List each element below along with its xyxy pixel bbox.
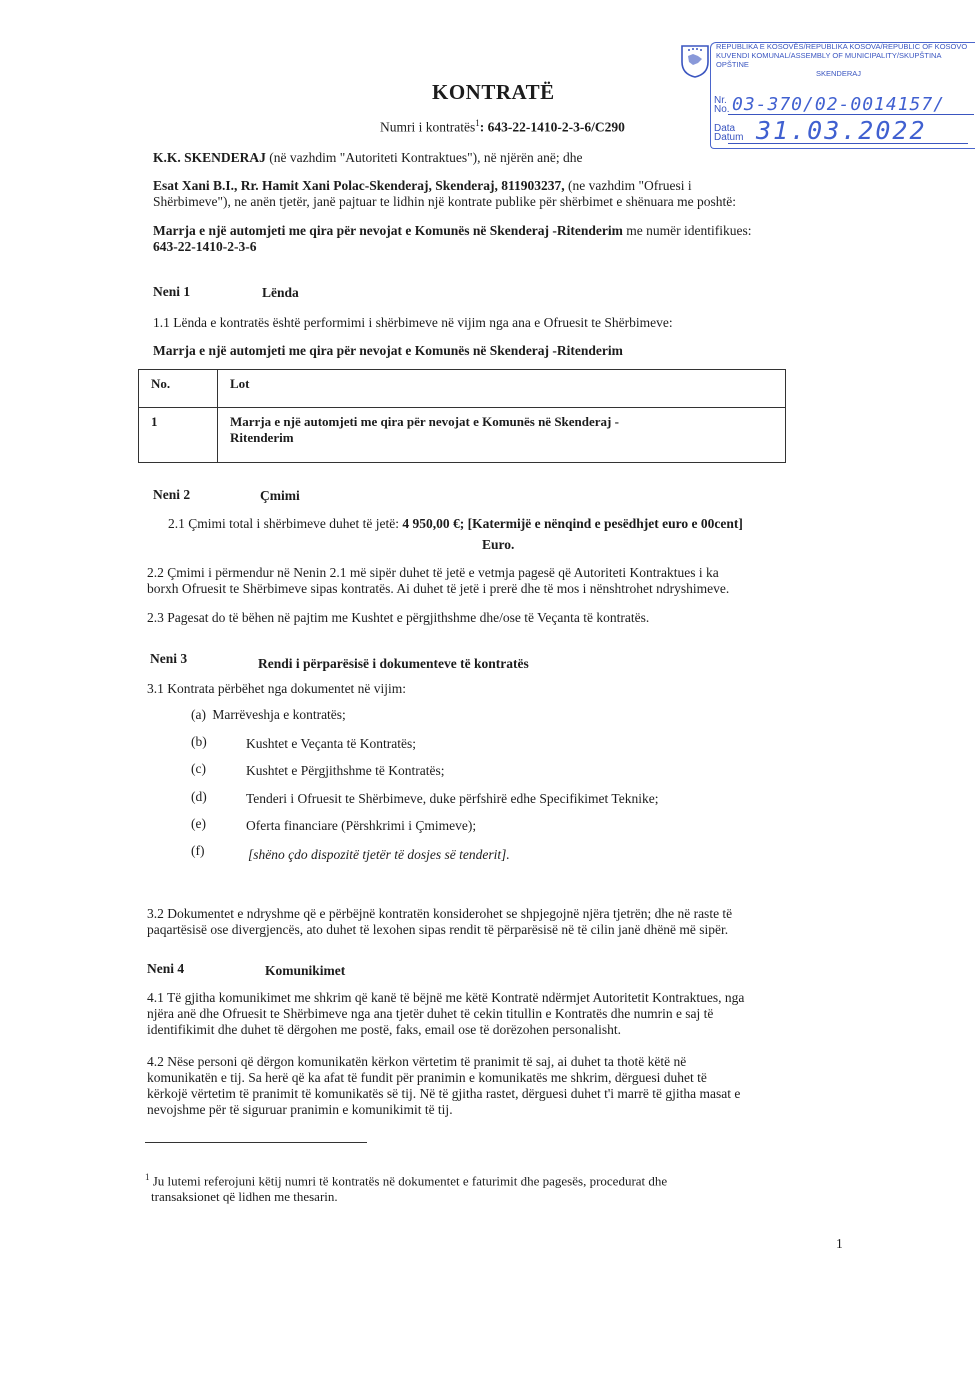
list-item (191, 843, 205, 859)
list-text: Kushtet e Veçanta të Kontratës; (246, 736, 416, 751)
text-line: nevojshme për të siguruar pranimin e komunikimit të tij. (147, 1102, 453, 1117)
footnote (145, 1172, 845, 1205)
stamp-nr-value: 03-370/02-0014157/ (732, 94, 946, 115)
table-header-row (139, 370, 786, 408)
party-authority (153, 150, 582, 166)
stamp-header-line: SKENDERAJ (816, 69, 862, 78)
text-line: 4.2 Nëse personi që dërgon komunikatën kërkon vërtetim të pranimit të saj, ai duhet ta thotë këtë në (147, 1054, 687, 1069)
list-text: Tenderi i Ofruesit te Shërbimeve, duke përfshirë edhe Specifikimet Teknike; (246, 791, 659, 806)
contract-subject-label: me numër identifikues: (622, 223, 752, 238)
list-mark: (d) (191, 789, 207, 804)
contract-subject-title: Marrja e një automjeti me qira për nevojat e Komunës në Skenderaj -Ritenderim (153, 223, 623, 238)
article-2-heading: Neni 2 (153, 487, 191, 502)
price-currency: Euro. (482, 537, 515, 552)
list-text: Kushtet e Përgjithshme të Kontratës; (246, 763, 445, 778)
stamp-header-line: KUVENDI KOMUNAL/ASSEMBLY OF MUNICIPALITY/SKUPŠTINA OPŠTINE (716, 51, 942, 69)
article-3-paragraph-2 (147, 906, 847, 938)
text-line: 2.2 Çmimi i përmendur në Nenin 2.1 më sipër duhet të jetë e vetmja pagesë që Autoriteti Kontraktues i ka (147, 565, 719, 580)
article-1-paragraph: 1.1 Lënda e kontratës është performimi i shërbimeve në vijim nga ana e Ofruesit te Shërbimeve: (153, 315, 673, 330)
list-item (191, 761, 206, 777)
list-mark: (c) (191, 761, 206, 776)
footnote-text-2: transaksionet që lidhen me thesarin. (151, 1189, 338, 1205)
stamp-header (716, 42, 976, 78)
table-cell-no: 1 (139, 408, 218, 463)
article-3-title: Rendi i përparësisë i dokumenteve të kontratës (258, 656, 529, 671)
price-value: 4 950,00 €; [Katermijë e nënqind e pesëdhjet euro e 00cent] (402, 516, 743, 531)
stamp-underline (728, 143, 968, 144)
article-1-heading: Neni 1 (153, 284, 191, 299)
party-provider-desc: (ne vazhdim "Ofruesi i (564, 178, 692, 193)
list-mark: (f) (191, 843, 205, 858)
list-text: [shëno çdo dispozitë tjetër të dosjes së tenderit]. (248, 847, 510, 862)
list-item (191, 816, 206, 832)
table-header-no: No. (139, 370, 218, 408)
contract-number-label: Numri i kontratës (380, 119, 476, 135)
party-authority-name: K.K. SKENDERAJ (153, 150, 266, 165)
party-provider-desc2: Shërbimeve"), ne anën tjetër, janë pajtuar te lidhin një kontrate publike për shërbimet e shënuara me poshtë: (153, 194, 737, 209)
list-item (191, 789, 207, 805)
lot-line: Marrja e një automjeti me qira për nevojat e Komunës në Skenderaj - (230, 414, 619, 429)
lot-line: Ritenderim (230, 430, 294, 445)
article-2-paragraph-3: 2.3 Pagesat do të bëhen në pajtim me Kushtet e përgjithshme dhe/ose të Veçanta të kontratës. (147, 610, 650, 625)
list-mark: (b) (191, 734, 207, 749)
page-title: KONTRATË (432, 80, 555, 104)
footnote-ref: 1 (475, 118, 480, 128)
contract-number-value: : 643-22-1410-2-3-6/C290 (479, 119, 625, 135)
stamp-date-value: 31.03.2022 (756, 116, 927, 145)
list-mark: (e) (191, 816, 206, 831)
footnote-mark: 1 (145, 1172, 150, 1182)
contract-subject-id: 643-22-1410-2-3-6 (153, 239, 257, 254)
article-4-heading: Neni 4 (147, 961, 185, 976)
party-authority-desc: (në vazhdim "Autoriteti Kontraktues"), në njërën anë; dhe (265, 150, 583, 165)
article-2-paragraph-2 (147, 565, 847, 597)
price-label: 2.1 Çmimi total i shërbimeve duhet të jetë: (168, 516, 403, 531)
article-3-heading: Neni 3 (150, 651, 188, 666)
article-4-paragraph-2 (147, 1054, 867, 1118)
article-1-subject: Marrja e një automjeti me qira për nevojat e Komunës në Skenderaj -Ritenderim (153, 343, 623, 358)
list-item (191, 734, 207, 750)
article-1-title: Lënda (262, 285, 299, 300)
text-line: identifikimit dhe duhet të dërgohen me postë, faks, email ose të dorëzohen personalisht. (147, 1022, 621, 1037)
price-paragraph (168, 516, 743, 532)
registry-stamp (676, 42, 976, 150)
stamp-date-label: Data Datum (714, 123, 744, 143)
table-header-lot: Lot (218, 370, 786, 408)
table-cell-lot (218, 408, 786, 463)
list-text: Oferta financiare (Përshkrimi i Çmimeve); (246, 818, 477, 833)
footnote-divider (145, 1142, 367, 1143)
page-number: 1 (836, 1236, 843, 1251)
contract-subject (153, 223, 853, 255)
text-line: 3.2 Dokumentet e ndryshme që e përbëjnë kontratën konsiderohet se shpjegojnë njëra tjetrën; dhe në raste të (147, 906, 733, 921)
stamp-header-line: REPUBLIKA E KOSOVËS/REPUBLIKA KOSOVA/REPUBLIC OF KOSOVO (716, 42, 968, 51)
article-4-title: Komunikimet (265, 963, 346, 978)
kosovo-crest-icon (680, 44, 710, 78)
text-line: paqartësisë ose divergjencës, ato duhet të lexohen sipas rendit të përparësisë në të cilin janë dhënë më sipër. (147, 922, 729, 937)
text-line: njëra anë dhe Ofruesit te Shërbimeve nga ana tjetër duhet të cekin titullin e Kontratës dhe numrin e saj të (147, 1006, 714, 1021)
text-line: kërkojë vërtetim të pranimit të komunikatës së tij. Në të gjitha rastet, dërguesi duhet t'i marrë të gjitha masat e (147, 1086, 741, 1101)
lot-table (138, 369, 786, 463)
table-row (139, 408, 786, 463)
stamp-nr-label: Nr. No. (714, 95, 730, 115)
article-2-title: Çmimi (260, 488, 300, 503)
contract-number (380, 118, 625, 136)
article-3-paragraph: 3.1 Kontrata përbëhet nga dokumentet në vijim: (147, 681, 407, 696)
text-line: borxh Ofruesit te Shërbimeve sipas kontratës. Ai duhet të jetë i prerë dhe të mos i nënshtrohet ndryshimeve. (147, 581, 730, 596)
list-item (191, 707, 346, 723)
party-provider (153, 178, 843, 210)
text-line: komunikatën e tij. Sa herë që ka afat të fundit për pranimin e komunikatës me shkrim, dërguesi duhet të (147, 1070, 707, 1085)
text-line: 4.1 Të gjitha komunikimet me shkrim që kanë të bëjnë me këtë Kontratë ndërmjet Autoritetit Kontraktues, nga (147, 990, 745, 1005)
footnote-text: Ju lutemi referojuni këtij numri të kontratës në dokumentet e faturimit dhe pagesës, procedurat dhe (149, 1173, 668, 1189)
list-mark: (a) (191, 707, 206, 722)
article-4-paragraph-1 (147, 990, 867, 1038)
stamp-underline (728, 114, 974, 115)
party-provider-name: Esat Xani B.I., Rr. Hamit Xani Polac-Skenderaj, Skenderaj, 811903237, (153, 178, 565, 193)
list-text: Marrëveshja e kontratës; (212, 707, 346, 722)
